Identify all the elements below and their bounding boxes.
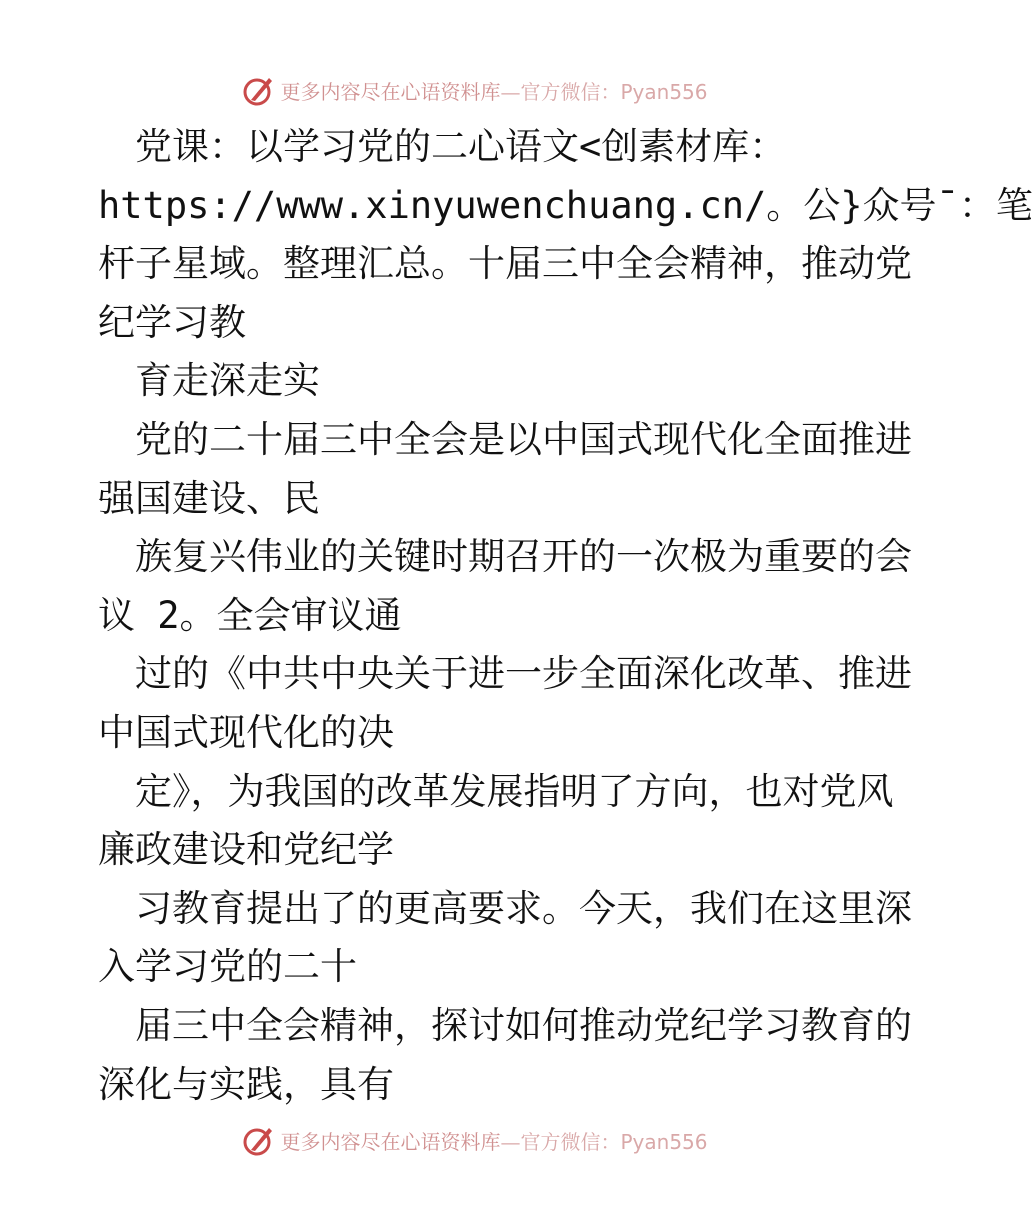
document-line: 深化与实践，具有 [98,1062,394,1106]
document-line: 习教育提出了的更高要求。今天，我们在这里深 [135,886,912,930]
document-line: 杆子星域。整理汇总。十届三中全会精神，推动党 [98,242,912,286]
document-line: 定》，为我国的改革发展指明了方向，也对党风 [135,769,894,813]
document-line: 届三中全会精神，探讨如何推动党纪学习教育的 [135,1003,912,1047]
document-line: 议 2。全会审议通 [98,593,402,637]
quill-logo-icon [242,1123,276,1157]
document-body [98,118,1033,1114]
header-watermark-id: Pyan556 [620,79,708,104]
document-line: 育走深走实 [135,359,320,403]
document-line: 党课：以学习党的二心语文<创素材库： [135,125,787,168]
document-line: 中国式现代化的决 [98,710,394,754]
document-line: 纪学习教 [98,300,246,344]
document-line: 入学习党的二十 [98,945,357,989]
header-watermark-main: 更多内容尽在心语资料库 [280,79,501,104]
document-line: 强国建设、民 [98,476,320,520]
document-line: 族复兴伟业的关键时期召开的一次极为重要的会 [135,535,912,579]
quill-logo-icon [242,73,276,107]
document-line: 党的二十届三中全会是以中国式现代化全面推进 [135,417,912,461]
footer-watermark-id: Pyan556 [620,1129,708,1154]
header-watermark-sep: —官方微信： [500,79,621,104]
document-line: 廉政建设和党纪学 [98,828,394,872]
header-watermark [0,70,950,110]
footer-watermark [0,1120,950,1160]
document-line: 过的《中共中央关于进一步全面深化改革、推进 [135,652,912,696]
document-line: https://www.xinyuwenchuang.cn/。公}众号¯：笔 [98,183,1033,227]
footer-watermark-sep: —官方微信： [500,1129,621,1154]
footer-watermark-main: 更多内容尽在心语资料库 [280,1129,501,1154]
